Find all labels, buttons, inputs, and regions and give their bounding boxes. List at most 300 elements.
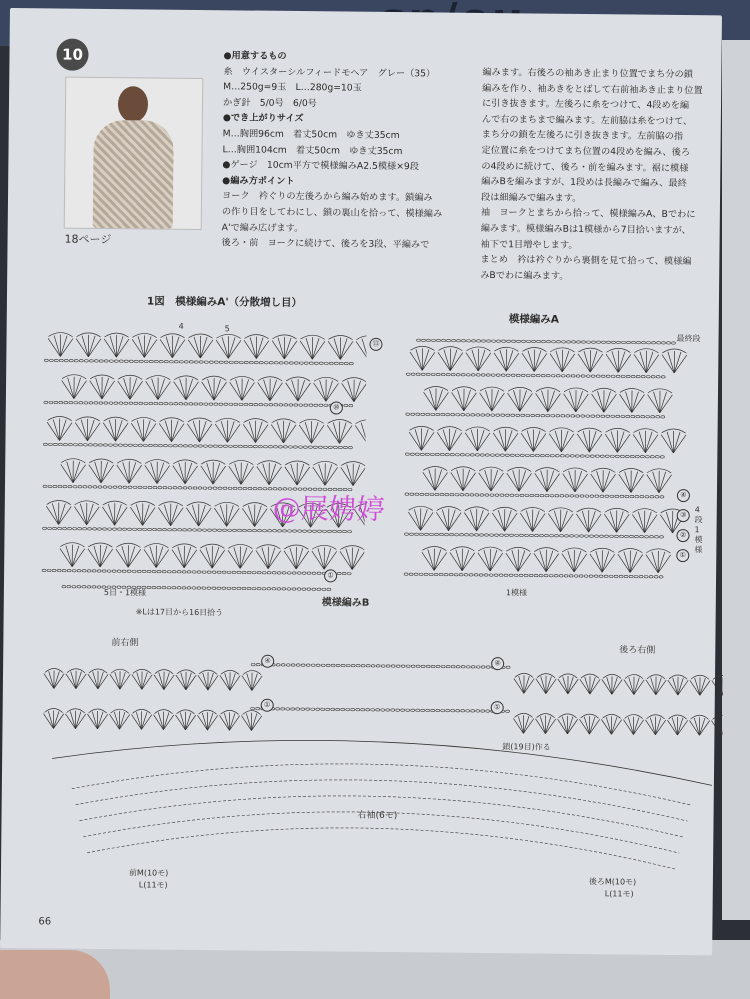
chain-stitch	[277, 572, 281, 574]
final-row-chain	[457, 339, 461, 341]
chain-stitch	[416, 413, 420, 415]
stitch-fan	[285, 461, 310, 485]
stitch-fan	[606, 348, 631, 372]
chain-stitch	[556, 375, 560, 377]
chain-stitch	[98, 528, 102, 530]
chain-stitch	[659, 536, 663, 538]
chain-stitch	[614, 535, 618, 537]
stitch-fan	[578, 348, 603, 372]
chain-stitch	[486, 666, 490, 668]
chain-stitch	[520, 454, 524, 456]
chain-stitch	[491, 374, 495, 376]
chain-stitch	[566, 415, 570, 417]
chain-stitch	[401, 665, 405, 667]
final-row-chain	[672, 342, 676, 344]
chain-stitch	[98, 486, 102, 488]
instruction-line: M…胸囲96cm 着丈50cm ゆき丈35cm	[222, 128, 400, 142]
chain-stitch	[634, 535, 638, 537]
stitch-fan	[689, 715, 710, 735]
final-row-chain	[472, 340, 476, 342]
chain-stitch	[446, 413, 450, 415]
chain-stitch	[410, 453, 414, 455]
chain-stitch	[351, 664, 355, 666]
chain-stitch	[128, 444, 132, 446]
stitch-fan	[158, 502, 183, 526]
chain-stitch	[132, 570, 136, 572]
chain-stitch	[44, 359, 48, 361]
chain-stitch	[299, 362, 303, 364]
chain-stitch	[446, 665, 450, 667]
stitch-fan	[410, 346, 435, 370]
chain-stitch	[244, 361, 248, 363]
chain-stitch	[589, 535, 593, 537]
chain-stitch	[661, 376, 665, 378]
chain-stitch	[224, 403, 228, 405]
chain-stitch	[193, 445, 197, 447]
chain-stitch	[148, 444, 152, 446]
chain-stitch	[475, 494, 479, 496]
chain-stitch	[209, 361, 213, 363]
chain-stitch	[549, 574, 553, 576]
chain-stitch	[218, 445, 222, 447]
chain-stitch	[278, 446, 282, 448]
stitch-fan	[624, 674, 645, 694]
foundation-chain	[237, 587, 241, 589]
instruction-line: 袖下で1目増やします。	[480, 238, 578, 251]
chain-stitch	[630, 455, 634, 457]
chain-stitch	[406, 665, 410, 667]
chain-stitch	[301, 708, 305, 710]
chain-stitch	[629, 575, 633, 577]
chain-stitch	[481, 666, 485, 668]
stitch-fan	[536, 674, 557, 694]
watermark: @展娉婷	[272, 491, 385, 526]
chain-stitch	[469, 534, 473, 536]
chain-stitch	[446, 709, 450, 711]
stitch-fan	[116, 543, 141, 567]
chain-stitch	[128, 528, 132, 530]
chain-stitch	[486, 710, 490, 712]
chain-stitch	[621, 415, 625, 417]
stitch-fan	[187, 418, 212, 442]
stitch-fan	[521, 427, 546, 451]
stitch-fan	[604, 508, 629, 532]
chain-stitch	[505, 454, 509, 456]
chain-stitch	[605, 455, 609, 457]
stitch-fan	[186, 502, 211, 526]
stitch-fan	[494, 347, 519, 371]
chain-stitch	[480, 454, 484, 456]
chain-stitch	[615, 455, 619, 457]
chain-stitch	[213, 445, 217, 447]
instruction-line: かぎ針 5/0号 6/0号	[222, 97, 317, 110]
chain-stitch	[154, 360, 158, 362]
chain-stitch	[486, 414, 490, 416]
stitch-fan	[74, 501, 99, 525]
chain-stitch	[259, 403, 263, 405]
chain-stitch	[94, 360, 98, 362]
stitch-fan	[341, 461, 366, 485]
final-row-chain	[657, 342, 661, 344]
final-row-chain	[502, 340, 506, 342]
back-size-l: L(11モ)	[604, 889, 634, 899]
final-row-chain	[512, 340, 516, 342]
chain-stitch	[610, 495, 614, 497]
stitch-fan	[464, 507, 489, 531]
figure2-row-2: ②	[676, 529, 689, 542]
chain-stitch	[189, 361, 193, 363]
stitch-fan	[173, 460, 198, 484]
chain-stitch	[208, 445, 212, 447]
chain-stitch	[313, 530, 317, 532]
chain-stitch	[258, 529, 262, 531]
chain-stitch	[586, 415, 590, 417]
chain-stitch	[294, 404, 298, 406]
chain-stitch	[496, 414, 500, 416]
final-row-chain	[527, 340, 531, 342]
chain-stitch	[461, 666, 465, 668]
chain-stitch	[69, 359, 73, 361]
chain-stitch	[629, 535, 633, 537]
chain-stitch	[264, 403, 268, 405]
instruction-line: まとめ 衿は衿ぐりから裏側を見て拾って、模様編	[480, 254, 692, 268]
chain-stitch	[444, 573, 448, 575]
chain-stitch	[169, 402, 173, 404]
chain-stitch	[343, 530, 347, 532]
chain-stitch	[381, 665, 385, 667]
chain-stitch	[98, 444, 102, 446]
chain-stitch	[404, 533, 408, 535]
chain-stitch	[531, 414, 535, 416]
chain-stitch	[539, 574, 543, 576]
chain-stitch	[426, 413, 430, 415]
chain-stitch	[651, 376, 655, 378]
figure2-title: 模様編みA	[508, 313, 559, 326]
instruction-line: みBでわに編みます。	[480, 269, 569, 282]
stitch-fan	[228, 544, 253, 568]
chain-stitch	[317, 572, 321, 574]
final-row-chain	[557, 341, 561, 343]
stitch-fan	[176, 670, 197, 690]
chain-stitch	[626, 375, 630, 377]
chain-stitch	[147, 570, 151, 572]
chain-stitch	[276, 664, 280, 666]
stitch-fan	[300, 335, 325, 359]
chain-stitch	[506, 666, 510, 668]
chain-stitch	[162, 570, 166, 572]
chain-stitch	[650, 456, 654, 458]
figure1-top-mark: 4	[178, 321, 184, 331]
foundation-chain	[87, 586, 91, 588]
chain-stitch	[441, 709, 445, 711]
chain-stitch	[451, 413, 455, 415]
foundation-chain	[217, 587, 221, 589]
chain-stitch	[122, 570, 126, 572]
stitch-fan	[46, 500, 71, 524]
stitch-fan	[619, 388, 644, 412]
instructions-left-column	[221, 48, 473, 253]
chain-stitch	[489, 574, 493, 576]
chain-stitch	[149, 402, 153, 404]
chain-stitch	[339, 362, 343, 364]
final-row-chain	[417, 339, 421, 341]
chain-stitch	[232, 571, 236, 573]
stitch-fan	[601, 714, 622, 734]
chain-stitch	[481, 374, 485, 376]
chain-stitch	[249, 403, 253, 405]
chain-stitch	[78, 444, 82, 446]
chain-stitch	[133, 528, 137, 530]
chain-stitch	[74, 401, 78, 403]
chain-stitch	[484, 534, 488, 536]
chain-stitch	[411, 413, 415, 415]
chain-stitch	[460, 494, 464, 496]
chain-stitch	[158, 528, 162, 530]
chain-stitch	[258, 445, 262, 447]
foundation-chain	[162, 586, 166, 588]
chain-stitch	[228, 529, 232, 531]
chain-stitch	[139, 360, 143, 362]
chain-stitch	[251, 707, 255, 709]
chain-stitch	[466, 666, 470, 668]
chain-stitch	[425, 493, 429, 495]
chain-stitch	[274, 362, 278, 364]
final-row-chain	[547, 340, 551, 342]
chain-stitch	[361, 665, 365, 667]
chain-stitch	[515, 454, 519, 456]
chain-stitch	[646, 415, 650, 417]
chain-stitch	[84, 402, 88, 404]
foundation-chain	[82, 586, 86, 588]
stitch-fan	[507, 387, 532, 411]
stitch-fan	[548, 508, 573, 532]
chain-stitch	[73, 443, 77, 445]
chain-stitch	[158, 444, 162, 446]
chain-stitch	[649, 536, 653, 538]
chain-stitch	[174, 361, 178, 363]
chain-stitch	[58, 527, 62, 529]
chain-stitch	[218, 487, 222, 489]
chain-stitch	[144, 360, 148, 362]
chain-stitch	[471, 414, 475, 416]
chain-stitch	[303, 446, 307, 448]
chain-stitch	[391, 665, 395, 667]
chain-stitch	[421, 665, 425, 667]
chain-stitch	[273, 530, 277, 532]
foundation-chain	[182, 587, 186, 589]
foundation-chain	[232, 587, 236, 589]
foundation-chain	[322, 588, 326, 590]
chain-stitch	[314, 404, 318, 406]
chain-stitch	[456, 373, 460, 375]
stitch-fan	[562, 548, 587, 572]
chain-stitch	[328, 530, 332, 532]
chain-stitch	[234, 361, 238, 363]
chain-stitch	[289, 362, 293, 364]
chain-stitch	[599, 575, 603, 577]
chain-stitch	[571, 415, 575, 417]
chain-stitch	[262, 571, 266, 573]
foundation-chain	[267, 588, 271, 590]
final-row-chain	[627, 341, 631, 343]
chain-stitch	[269, 362, 273, 364]
stitch-fan	[117, 459, 142, 483]
chain-stitch	[89, 360, 93, 362]
chain-stitch	[134, 360, 138, 362]
stitch-fan	[216, 334, 241, 358]
chain-stitch	[600, 455, 604, 457]
chain-stitch	[243, 445, 247, 447]
chain-stitch	[238, 445, 242, 447]
chain-stitch	[118, 528, 122, 530]
chain-stitch	[431, 413, 435, 415]
stitch-fan	[558, 674, 579, 694]
chain-stitch	[501, 414, 505, 416]
chain-stitch	[168, 486, 172, 488]
chain-stitch	[58, 485, 62, 487]
foundation-chain	[222, 587, 226, 589]
chain-stitch	[57, 569, 61, 571]
foundation-chain	[317, 588, 321, 590]
chain-stitch	[426, 665, 430, 667]
foundation-chain	[62, 585, 66, 587]
chain-stitch	[242, 571, 246, 573]
final-row-chain	[537, 340, 541, 342]
chain-stitch	[209, 403, 213, 405]
chain-stitch	[286, 708, 290, 710]
stitch-fan	[712, 675, 724, 695]
chain-stitch	[614, 575, 618, 577]
chain-stitch	[459, 574, 463, 576]
stitch-fan	[61, 459, 86, 483]
chain-stitch	[429, 573, 433, 575]
stitch-fan	[47, 416, 72, 440]
chain-stitch	[591, 415, 595, 417]
chain-stitch	[579, 535, 583, 537]
chain-stitch	[616, 415, 620, 417]
chain-stitch	[264, 361, 268, 363]
chain-stitch	[404, 573, 408, 575]
chain-stitch	[163, 486, 167, 488]
chain-stitch	[113, 486, 117, 488]
chain-stitch	[142, 570, 146, 572]
chain-stitch	[409, 573, 413, 575]
chain-stitch	[99, 402, 103, 404]
chain-stitch	[639, 535, 643, 537]
chain-stitch	[490, 454, 494, 456]
chain-stitch	[415, 453, 419, 455]
chain-stitch	[183, 529, 187, 531]
chain-stitch	[420, 493, 424, 495]
chain-stitch	[123, 528, 127, 530]
chain-stitch	[604, 575, 608, 577]
chain-stitch	[333, 530, 337, 532]
chain-stitch	[188, 487, 192, 489]
foundation-chain	[287, 588, 291, 590]
chain-stitch	[208, 487, 212, 489]
foundation-chain	[252, 587, 256, 589]
chain-stitch	[486, 374, 490, 376]
chain-stitch	[298, 446, 302, 448]
chain-stitch	[489, 534, 493, 536]
chain-stitch	[259, 361, 263, 363]
chain-stitch	[212, 571, 216, 573]
chain-stitch	[268, 488, 272, 490]
chain-stitch	[460, 454, 464, 456]
chain-stitch	[595, 495, 599, 497]
chain-stitch	[214, 403, 218, 405]
chain-stitch	[416, 709, 420, 711]
chain-stitch	[624, 535, 628, 537]
chain-stitch	[524, 574, 528, 576]
chain-stitch	[217, 571, 221, 573]
chain-stitch	[406, 373, 410, 375]
final-row-chain	[642, 341, 646, 343]
chain-stitch	[223, 529, 227, 531]
stitch-fan	[647, 469, 672, 493]
chain-stitch	[441, 373, 445, 375]
stitch-fan	[327, 419, 352, 443]
stitch-fan	[102, 501, 127, 525]
chain-stitch	[435, 493, 439, 495]
chain-stitch	[599, 535, 603, 537]
chain-stitch	[281, 708, 285, 710]
chain-stitch	[127, 570, 131, 572]
chain-stitch	[561, 375, 565, 377]
chain-stitch	[58, 443, 62, 445]
chain-stitch	[406, 709, 410, 711]
chain-stitch	[630, 495, 634, 497]
instruction-line: 袖 ヨークとまちから拾って、模様編みA、Bでわに	[480, 207, 696, 221]
final-row-chain	[522, 340, 526, 342]
chain-stitch	[138, 528, 142, 530]
chain-stitch	[526, 414, 530, 416]
chain-stitch	[554, 535, 558, 537]
stitch-fan	[478, 547, 503, 571]
model-sweater	[93, 120, 174, 229]
stitch-fan	[479, 467, 504, 491]
chain-stitch	[88, 444, 92, 446]
final-row-chain	[427, 339, 431, 341]
chain-stitch	[559, 535, 563, 537]
chain-stitch	[309, 362, 313, 364]
chain-stitch	[148, 486, 152, 488]
chain-stitch	[636, 375, 640, 377]
chain-stitch	[549, 534, 553, 536]
chain-stitch	[570, 495, 574, 497]
stitch-fan	[563, 388, 588, 412]
chain-stitch	[304, 404, 308, 406]
final-row-chain	[597, 341, 601, 343]
stitch-fan	[117, 375, 142, 399]
stitch-fan	[577, 428, 602, 452]
chain-stitch	[506, 414, 510, 416]
stitch-fan	[647, 389, 672, 413]
chain-stitch	[541, 374, 545, 376]
foundation-chain	[72, 585, 76, 587]
chain-stitch	[148, 528, 152, 530]
foundation-chain	[172, 587, 176, 589]
chain-stitch	[139, 402, 143, 404]
chain-stitch	[268, 446, 272, 448]
chain-stitch	[584, 575, 588, 577]
stitch-fan	[590, 548, 615, 572]
chain-stitch	[476, 374, 480, 376]
chain-stitch	[229, 361, 233, 363]
chain-stitch	[366, 665, 370, 667]
chain-stitch	[129, 360, 133, 362]
chain-stitch	[639, 575, 643, 577]
